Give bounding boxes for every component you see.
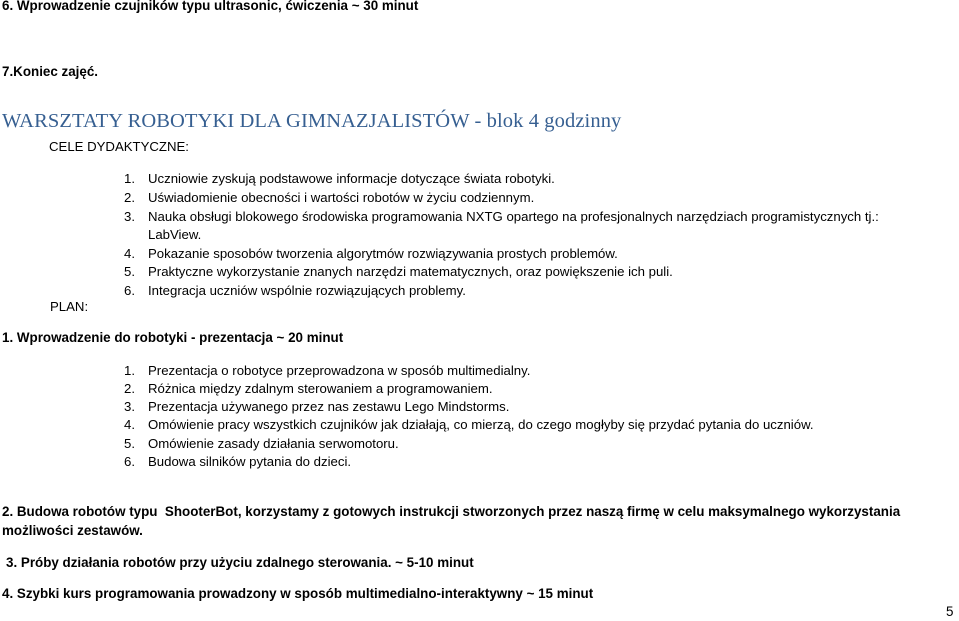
intro-item-number: 2. (124, 381, 135, 396)
goal-number: 4. (124, 246, 135, 261)
goal-text: Nauka obsługi blokowego środowiska programowania NXTG opartego na profesjonalnych narzędziach programistycznych tj.: (148, 209, 879, 224)
section-6-heading: 6. Wprowadzenie czujników typu ultrasonic, ćwiczenia ~ 30 minut (2, 0, 419, 13)
goal-text: Praktyczne wykorzystanie znanych narzędzi matematycznych, oraz powiększenie ich puli. (148, 264, 673, 279)
goal-text: Pokazanie sposobów tworzenia algorytmów rozwiązywania prostych problemów. (148, 246, 618, 261)
plan-step-4-heading: 4. Szybki kurs programowania prowadzony w sposób multimedialno-interaktywny ~ 15 minut (2, 586, 594, 601)
plan-step-2-prefix: 2. Budowa robotów typu (2, 504, 165, 519)
intro-item-number: 5. (124, 436, 135, 451)
plan-label: PLAN: (50, 299, 89, 314)
workshop-title: WARSZTATY ROBOTYKI DLA GIMNAZJALISTÓW - blok 4 godzinny (2, 110, 622, 132)
goal-text: Integracja uczniów wspólnie rozwiązujących problemy. (148, 283, 466, 298)
goal-number: 3. (124, 209, 135, 224)
shooterbot-name: ShooterBot (164, 504, 238, 519)
goal-number: 1. (124, 171, 135, 186)
plan-step-2-suffix: , korzystamy z gotowych instrukcji stworzonych przez naszą firmę w celu maksymalnego wykorzystania (237, 504, 901, 519)
goal-number: 5. (124, 264, 135, 279)
intro-item-text: Omówienie pracy wszystkich czujników jak działają, co mierzą, do czego mogłyby się przydać pytania do uczniów. (148, 417, 814, 432)
intro-item-number: 3. (124, 399, 135, 414)
plan-step-2-continued: możliwości zestawów. (2, 523, 143, 538)
section-7-heading: 7.Koniec zajęć. (2, 64, 99, 79)
intro-item-number: 4. (124, 417, 135, 432)
plan-step-3-heading: 3. Próby działania robotów przy użyciu zdalnego sterowania. ~ 5-10 minut (6, 555, 474, 570)
goal-number: 6. (124, 283, 135, 298)
intro-item-text: Omówienie zasady działania serwomotoru. (148, 436, 399, 451)
intro-item-text: Budowa silników pytania do dzieci. (148, 454, 352, 469)
page-number: 5 (946, 604, 954, 619)
plan-step-1-heading: 1. Wprowadzenie do robotyki - prezentacja ~ 20 minut (2, 330, 344, 345)
plan-step-2-heading (2, 504, 900, 519)
intro-item-number: 1. (124, 363, 135, 378)
goals-label: CELE DYDAKTYCZNE: (49, 139, 189, 154)
intro-item-text: Prezentacja o robotyce przeprowadzona w sposób multimedialny. (148, 363, 531, 378)
goal-text: Uświadomienie obecności i wartości robotów w życiu codziennym. (148, 190, 535, 205)
goal-text: Uczniowie zyskują podstawowe informacje dotyczące świata robotyki. (148, 171, 555, 186)
intro-item-text: Prezentacja używanego przez nas zestawu Lego Mindstorms. (148, 399, 510, 414)
goal-number: 2. (124, 190, 135, 205)
intro-item-number: 6. (124, 454, 135, 469)
goal-text-continued: LabView. (148, 227, 202, 242)
intro-item-text: Różnica między zdalnym sterowaniem a programowaniem. (148, 381, 493, 396)
